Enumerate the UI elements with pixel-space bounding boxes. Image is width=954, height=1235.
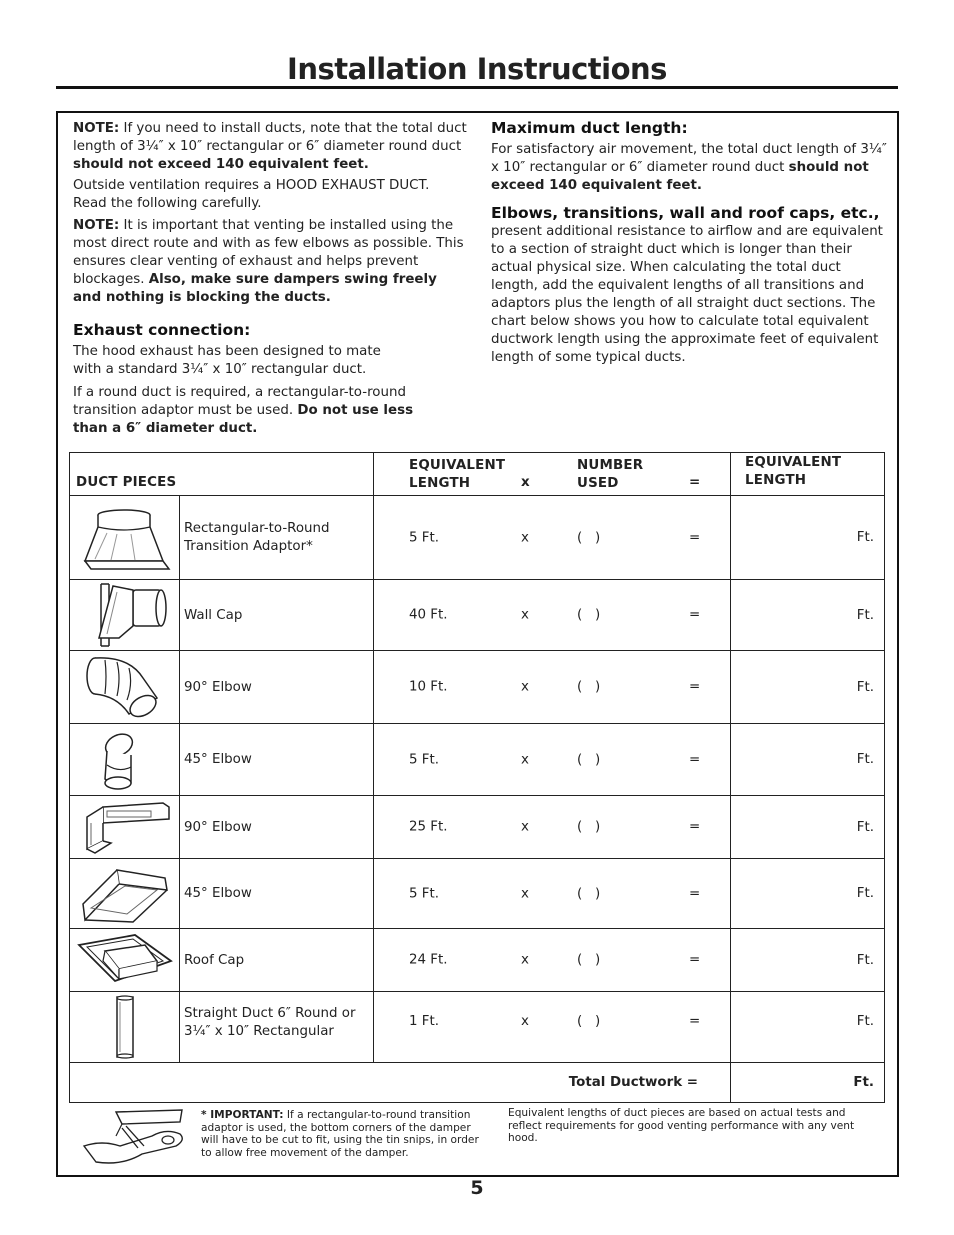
row-times: x (521, 679, 529, 695)
row-number-used[interactable]: ( ) (577, 1014, 601, 1029)
row-times: x (521, 752, 529, 767)
header-equiv-1: EQUIVALENT (409, 458, 506, 473)
row-result-unit[interactable]: Ft. (731, 929, 885, 992)
row-times: x (521, 886, 529, 901)
transition-adaptor-icon (77, 503, 173, 573)
table-row (70, 796, 885, 859)
tin-snips-icon (82, 1106, 192, 1168)
row-number-used[interactable]: ( ) (577, 679, 601, 695)
straight-duct-icon (105, 994, 145, 1060)
round-90-elbow-icon (77, 654, 173, 720)
row-equals: = (689, 530, 701, 545)
important-note: * IMPORTANT: If a rectangular-to-round transition adaptor is used, the bottom corners of the damper will have to be cut to fit, using the tin snips, in order to allow free movement of the damper. (201, 1109, 479, 1159)
max-duct-heading: Maximum duct length: (491, 119, 688, 137)
rect-90-elbow-icon (77, 797, 173, 857)
table-header-row (70, 453, 885, 496)
row-times: x (521, 607, 529, 623)
page-number: 5 (470, 1177, 484, 1199)
header-number-2: USED (577, 476, 619, 491)
note-duct-length: NOTE: If you need to install ducts, note that the total duct length of 3¼″ x 10″ rectangular or 6″ diameter round duct should not exceed 140 equivalent feet. (73, 121, 467, 172)
header-times: x (521, 475, 530, 490)
row-length: 5 Ft. (409, 886, 439, 901)
row-name: 90° Elbow (180, 651, 374, 724)
header-equals: = (689, 475, 701, 490)
right-column (491, 119, 891, 370)
header-equiv-2: LENGTH (409, 476, 471, 491)
header-result-2: LENGTH (745, 473, 807, 488)
exhaust-heading: Exhaust connection: (73, 321, 251, 339)
row-result-unit[interactable]: Ft. (731, 992, 885, 1063)
table-row (70, 929, 885, 992)
row-length: 1 Ft. (409, 1014, 439, 1029)
duct-chart-table (69, 452, 885, 1103)
total-row (70, 1063, 885, 1103)
row-number-used[interactable]: ( ) (577, 886, 601, 901)
tin-snips-illustration (82, 1106, 192, 1168)
row-name: Wall Cap (180, 580, 374, 651)
page-title: Installation Instructions (287, 52, 667, 86)
note-venting-route: NOTE: It is important that venting be installed using the most direct route and with as few elbows as possible. This ensures clear venting of exhaust and helps prevent blockages. Also, make sure dampers swing freely and nothing is blocking the ducts. (73, 218, 464, 305)
row-equals: = (689, 952, 701, 968)
row-equals: = (689, 752, 701, 767)
table-row (70, 992, 885, 1063)
row-equals: = (689, 886, 701, 901)
row-result-unit[interactable]: Ft. (731, 724, 885, 796)
max-duct-text: For satisfactory air movement, the total duct length of 3¼″ x 10″ rectangular or 6″ diameter round duct should not exceed 140 equivalent feet. (491, 142, 887, 193)
equivalent-lengths-note: Equivalent lengths of duct pieces are based on actual tests and reflect requirements for good venting performance with any vent hood. (508, 1107, 855, 1145)
row-name: Roof Cap (180, 929, 374, 992)
total-value[interactable]: Ft. (731, 1063, 885, 1103)
row-equals: = (689, 607, 701, 623)
row-length: 5 Ft. (409, 752, 439, 767)
row-name: 45° Elbow (180, 724, 374, 796)
row-times: x (521, 1014, 529, 1029)
row-equals: = (689, 819, 701, 835)
total-label: Total Ductwork = (70, 1063, 731, 1103)
table-row (70, 651, 885, 724)
row-length: 24 Ft. (409, 952, 448, 968)
row-number-used[interactable]: ( ) (577, 607, 601, 623)
left-column (73, 120, 468, 441)
outside-ventilation: Outside ventilation requires a HOOD EXHAUST DUCT. Read the following carefully. (73, 178, 430, 211)
exhaust-p2: If a round duct is required, a rectangular-to-round transition adaptor must be used. Do not use less than a 6″ diameter duct. (73, 385, 414, 436)
header-duct-pieces: DUCT PIECES (76, 475, 177, 490)
row-number-used[interactable]: ( ) (577, 530, 601, 545)
elbows-heading: Elbows, transitions, wall and roof caps, etc., (491, 204, 880, 222)
exhaust-p1: The hood exhaust has been designed to mate with a standard 3¼″ x 10″ rectangular duct. (73, 344, 381, 377)
round-45-elbow-icon (77, 727, 173, 793)
row-name: Rectangular-to-Round Transition Adaptor* (180, 496, 374, 580)
row-equals: = (689, 1014, 701, 1029)
row-times: x (521, 952, 529, 968)
row-equals: = (689, 679, 701, 695)
row-name: Straight Duct 6″ Round or 3¼″ x 10″ Rectangular (180, 992, 374, 1063)
row-length: 25 Ft. (409, 819, 448, 835)
row-result-unit[interactable]: Ft. (731, 651, 885, 724)
row-length: 40 Ft. (409, 607, 448, 623)
row-result-unit[interactable]: Ft. (731, 580, 885, 651)
header-result-1: EQUIVALENT (745, 455, 842, 470)
table-row (70, 859, 885, 929)
table-row (70, 496, 885, 580)
roof-cap-icon (75, 931, 175, 989)
title-rule (56, 86, 898, 89)
table-row (70, 580, 885, 651)
row-length: 5 Ft. (409, 530, 439, 545)
row-number-used[interactable]: ( ) (577, 952, 601, 968)
row-result-unit[interactable]: Ft. (731, 859, 885, 929)
row-result-unit[interactable]: Ft. (731, 796, 885, 859)
rect-45-elbow-icon (77, 862, 173, 926)
header-number-1: NUMBER (577, 458, 644, 473)
wall-cap-icon (77, 582, 173, 648)
row-name: 90° Elbow (180, 796, 374, 859)
row-number-used[interactable]: ( ) (577, 752, 601, 767)
table-row (70, 724, 885, 796)
row-result-unit[interactable]: Ft. (731, 496, 885, 580)
row-length: 10 Ft. (409, 679, 448, 695)
row-times: x (521, 819, 529, 835)
row-name: 45° Elbow (180, 859, 374, 929)
row-number-used[interactable]: ( ) (577, 819, 601, 835)
elbows-text: present additional resistance to airflow and are equivalent to a section of straight duct which is longer than their actual physical size. When calculating the total duct length, add the equivalent lengths of all transitions and adaptors plus the length of all straight duct sections. The chart below shows you how to calculate total equivalent ductwork length using the approximate feet of equivalent length of some typical ducts. (491, 224, 883, 365)
row-times: x (521, 530, 529, 545)
